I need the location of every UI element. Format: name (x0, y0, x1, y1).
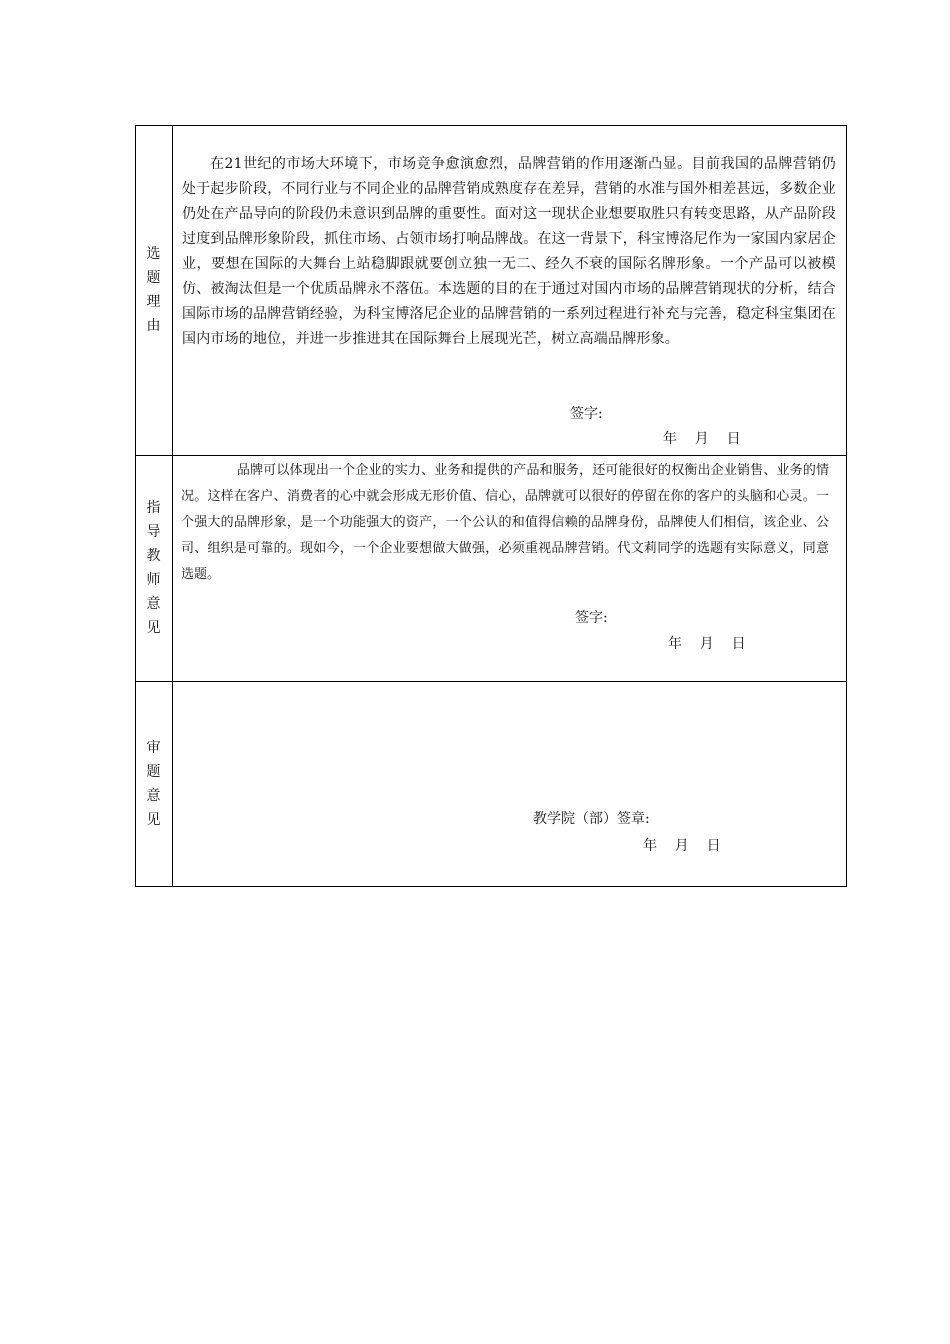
review-opinion-content (173, 681, 847, 887)
table-border-top (135, 125, 847, 126)
label-char: 由 (146, 318, 161, 334)
label-char: 审 (146, 740, 161, 756)
table-row-divider (135, 681, 847, 682)
label-char: 师 (146, 572, 161, 588)
department-seal-label: 教学院（部）签章: (533, 811, 650, 827)
label-char: 选 (146, 246, 161, 262)
label-char: 意 (146, 788, 161, 804)
date-line: 年 月 日 (643, 838, 721, 854)
date-line: 年 月 日 (663, 431, 741, 447)
label-char: 见 (146, 620, 161, 636)
date-line: 年 月 日 (668, 636, 746, 652)
topic-reason-row (135, 125, 847, 455)
label-char: 指 (146, 500, 161, 516)
label-char: 题 (146, 270, 161, 286)
advisor-opinion-row (135, 455, 847, 681)
signature-label: 签字: (575, 610, 608, 626)
label-char: 导 (146, 524, 161, 540)
proposal-form-table (135, 125, 847, 887)
advisor-opinion-label (135, 455, 172, 681)
topic-reason-label (135, 125, 172, 455)
label-char: 见 (146, 812, 161, 828)
label-char: 教 (146, 548, 161, 564)
table-border-bottom (135, 886, 847, 887)
signature-label: 签字: (570, 406, 603, 422)
table-border-right (846, 125, 847, 887)
table-column-divider (172, 125, 173, 887)
review-opinion-label (135, 681, 172, 887)
label-char: 理 (146, 294, 161, 310)
review-opinion-row (135, 681, 847, 887)
label-char: 题 (146, 764, 161, 780)
table-row-divider (135, 455, 847, 456)
table-border-left (135, 125, 136, 887)
advisor-opinion-content (173, 455, 847, 681)
topic-reason-text: 在21世纪的市场大环境下，市场竞争愈演愈烈，品牌营销的作用逐渐凸显。目前我国的品牌营销仍处于起步阶段，不同行业与不同企业的品牌营销成熟度存在差异，营销的水准与国外相差甚远，多数企业仍处在产品导向的阶段仍未意识到品牌的重要性。面对这一现状企业想要取胜只有转变思路，从产品阶段过度到品牌形象阶段，抓住市场、占领市场打响品牌战。在这一背景下，科宝博洛尼作为一家国内家居企业，要想在国际的大舞台上站稳脚跟就要创立独一无二、经久不衰的国际名牌形象。一个产品可以被模仿、被淘汰但是一个优质品牌永不落伍。本选题的目的在于通过对国内市场的品牌营销现状的分析，结合国际市场的品牌营销经验，为科宝博洛尼企业的品牌营销的一系列过程进行补充与完善，稳定科宝集团在国内市场的地位，并进一步推进其在国际舞台上展现光芒，树立高端品牌形象。 (182, 156, 836, 347)
label-char: 意 (146, 596, 161, 612)
topic-reason-content (173, 125, 847, 455)
advisor-opinion-text: 品牌可以体现出一个企业的实力、业务和提供的产品和服务，还可能很好的权衡出企业销售、业务的情况。这样在客户、消费者的心中就会形成无形价值、信心，品牌就可以很好的停留在你的客户的头脑和心灵。一个强大的品牌形象，是一个功能强大的资产，一个公认的和值得信赖的品牌身份，品牌使人们相信，该企业、公司、组织是可靠的。现如今，一个企业要想做大做强，必须重视品牌营销。代文莉同学的选题有实际意义，同意选题。 (181, 463, 829, 582)
